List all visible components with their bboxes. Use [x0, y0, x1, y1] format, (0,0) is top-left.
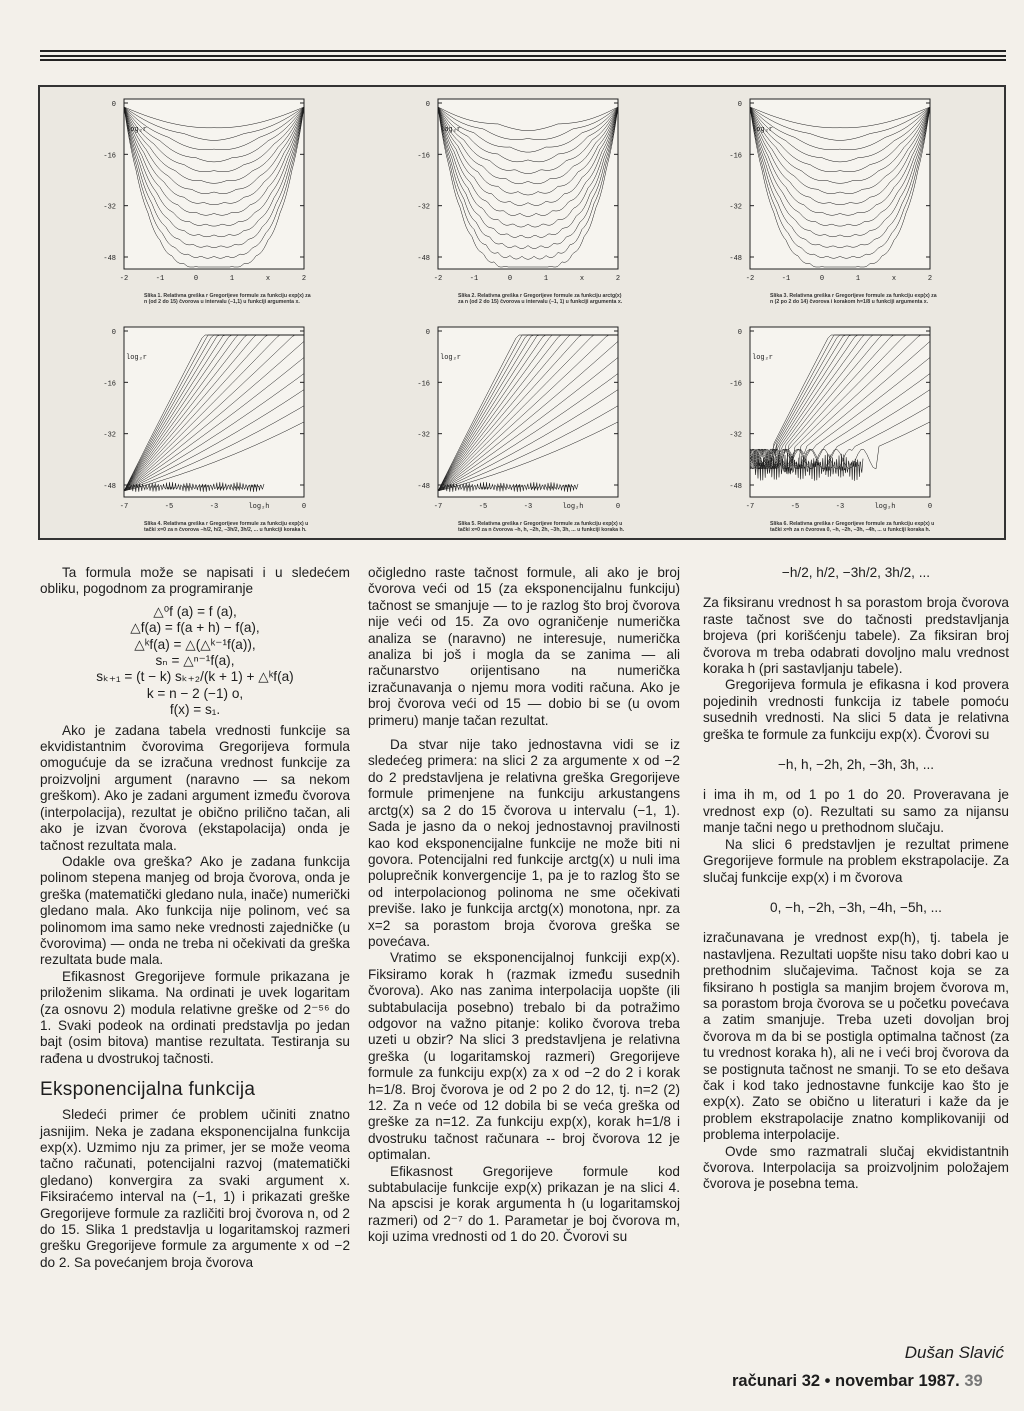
x-tick-label: -7 — [119, 503, 129, 511]
formula-line: △⁰f (a) = f (a), — [153, 603, 237, 619]
x-tick-label: -2 — [433, 275, 443, 283]
paragraph: Ta formula može se napisati i u sledećem obliku, pogodnom za programiranje — [40, 565, 350, 597]
y-axis-label: log₂r — [752, 354, 774, 362]
paragraph: Da stvar nije tako jednostavna vidi se iz sledećeg primera: na slici 2 za argumente x od −2 do 2 predstavljena je relativna greška Gregorijeve formule primenjene na funkciju arkustangens arctg(x) sa 2 do 15 čvorova u intervalu (−1, 1). Sada je jasno da o nekoj jednostavnoj pravilnosti kao kod eksponencijalne funkcije ne može biti ni govora. Potencijalni red funkcije arctg(x) u nuli ima poluprečnik konvergencije 1, pa je to razlog što se od interpolacionog polinoma ne sme očekivati previše. Iako je funkcija arctg(x) monotona, npr. za x=2 sa porastom broja čvorova greška se povećava. — [368, 737, 680, 949]
plot-svg — [84, 91, 314, 291]
x-tick-label: -5 — [478, 503, 488, 511]
y-axis-label: log₂r — [440, 354, 462, 362]
x-tick-label: 2 — [301, 275, 307, 283]
x-tick-label: 1 — [543, 275, 549, 283]
x-tick-label: -5 — [164, 503, 174, 511]
formula-line: sₙ = △ⁿ⁻¹f(a), — [155, 653, 235, 669]
formula-line: △f(a) = f(a + h) − f(a), — [130, 620, 260, 636]
paragraph: Odakle ova greška? Ako je zadana funkcija polinom stepena manjeg od broja čvorova, onda je greška (matematički gledano nula, inače) numerički gledano mala. Ako funkcija nije polinom, već sa polinomom ima samo neke vrednosti zajedničke (u čvorovima) — onda ne treba ni očekivati da greška rezultata bude mala. — [40, 853, 350, 968]
x-tick-label: 1 — [855, 275, 861, 283]
y-tick-label: 0 — [111, 101, 116, 109]
figure-caption: Slika 2. Relativna greška r Gregorijeve formule za funkciju arctg(x) za n (od 2 do 15) čvorova u intervalu (−1, 1) u funkciji argumenta x. — [458, 293, 623, 306]
x-tick-label: 0 — [301, 503, 307, 511]
paragraph: Gregorijeva formula je efikasna i kod provera pojedinih vrednosti funkcija iz tabele pomoću susednih vrednosti. Na slici 5 data je relativna greška te formule za funkciju exp(x). Čvorovi su — [703, 677, 1009, 742]
plot-svg — [84, 319, 314, 519]
x-tick-label: 0 — [819, 275, 825, 283]
top-rule — [40, 59, 1006, 61]
y-tick-label: -16 — [729, 152, 742, 161]
formula-block — [40, 604, 350, 719]
y-tick-label: -16 — [417, 152, 430, 161]
text-column-1 — [40, 565, 350, 1271]
x-tick-label: 0 — [193, 275, 199, 283]
y-tick-label: -32 — [103, 431, 116, 440]
figure-caption: Slika 6. Relativna greška r Gregorijeve formule za funkciju exp(x) u tački x=h za n čvorova 0, −h, −2h, −3h, −4h, ... u funkciji koraka h. — [770, 521, 935, 534]
plot-svg — [710, 319, 940, 519]
y-tick-label: 0 — [425, 329, 430, 337]
top-rule — [40, 55, 1006, 57]
figure-caption: Slika 5. Relativna greška r Gregorijeve formule za funkciju exp(x) u tački x=0 za n čvorova −h, h, −2h, 2h, −3h, 3h, ... u funkciji koraka h. — [458, 521, 625, 534]
x-tick-label: 2 — [927, 275, 933, 283]
x-tick-label: 1 — [229, 275, 235, 283]
x-tick-label: 0 — [507, 275, 513, 283]
y-tick-label: -48 — [103, 483, 116, 491]
x-tick-label: -3 — [209, 503, 219, 511]
plot-svg — [398, 319, 628, 519]
y-axis-label: log₂r — [126, 354, 148, 362]
formula-line: −h, h, −2h, 2h, −3h, 3h, ... — [777, 757, 935, 773]
paragraph: Za fiksiranu vrednost h sa porastom broja čvorova raste tačnost sve do tačnosti predstavljanja brojeva (pri korišćenju tabele). Za fiksiran broj čvorova m treba odabrati dovoljno malu vrednost koraka h (pri sastavljanju tabele). — [703, 595, 1009, 677]
text-column-2 — [368, 565, 680, 1246]
section-heading: Eksponencijalna funkcija — [40, 1079, 256, 1101]
figure-caption: Slika 1. Relativna greška r Gregorijeve formule za funkciju exp(x) za n (od 2 do 15) čvorova u intervalu (−1,1) u funkciji argumenta x. — [144, 293, 311, 306]
y-axis-label: log₂r — [126, 126, 148, 134]
x-tick-label: -1 — [781, 275, 791, 283]
y-tick-label: 0 — [737, 329, 742, 337]
formula-line: f(x) = s₁. — [169, 702, 221, 718]
formula-line: △ᵏf(a) = △(△ᵏ⁻¹f(a)), — [134, 636, 256, 652]
x-tick-label: log₂h — [562, 503, 584, 511]
paragraph: Vratimo se eksponencijalnoj funkciji exp(x). Fiksiramo korak h (razmak između susednih čvorova). Ako nas zanima interpolacija uopšte (ili subtabulacija posebno) trebalo bi da potražimo odgovor na važno pitanje: koliko čvorova treba uzeti u obzir? Na slici 3 predstavljena je relativna greška (u logaritamskoj razmeri) Gregorijeve formule za funkciju exp(x) za x od −2 do 2 i korak h=1/8. Broj čvorova je od 2 po 2 do 12, tj. n=2 (2) 12. Za n veće od 12 dobila bi se veća greška od greške za n=12. Za funkciju exp(x), korak h=1/8 i dvostruku tačnost računara -- broj čvorova 12 je optimalan. — [368, 950, 680, 1163]
paragraph: Efikasnost Gregorijeve formule prikazana je priloženim slikama. Na ordinati je uvek logaritam (za osnovu 2) modula relativne greške od 2⁻⁵⁶ do 1. Svaki podeok na ordinati predstavlja po jedan bajt (osim bitova) mantise rezultata. Testiranja su rađena u dvostrukoj tačnosti. — [40, 968, 350, 1066]
y-tick-label: -32 — [729, 431, 742, 440]
x-tick-label: x — [891, 275, 897, 283]
x-tick-label: x — [579, 275, 585, 283]
page-footer — [732, 1372, 983, 1391]
plot-svg — [710, 91, 940, 291]
plot-frame — [438, 327, 618, 497]
y-tick-label: -16 — [103, 380, 116, 389]
plot-frame — [124, 327, 304, 497]
formula-line: 0, −h, −2h, −3h, −4h, −5h, ... — [770, 899, 942, 915]
y-tick-label: -48 — [103, 255, 116, 263]
x-tick-label: 0 — [615, 503, 621, 511]
footer-text: računari 32 • novembar 1987. — [732, 1372, 960, 1390]
y-tick-label: -32 — [729, 203, 742, 212]
x-tick-label: -2 — [745, 275, 755, 283]
formula-line: k = n − 2 (−1) o, — [146, 685, 244, 701]
paragraph: Ako je zadana tabela vrednosti funkcije sa ekvidistantnim čvorovima Gregorijeva formula omogućuje da se izračuna vrednost funkcije za proizvoljni argument (naravno — sa nekom greškom). Ako je zadani argument između čvorova (interpolacija), rezultat je obično prilično tačan, ali ako je izvan čvorova (ekstapolacija) onda je tačnost rezultata mala. — [40, 722, 350, 853]
paragraph: Na slici 6 predstavljen je rezultat primene Gregorijeve formule na problem ekstrapolacije. Za slučaj funkcije exp(x) i m čvorova — [703, 836, 1009, 885]
paragraph: očigledno raste tačnost formule, ali ako je broj čvorova veći od 15 (za eksponencijalnu funkciju) tačnost se smanjuje — to je razlog što broj čvorova nije veći od 15. Za ovo ograničenje numerička analiza se (naravno) ne interesuje, numerička analiza bi još i mogla da se zanima — ali računarstvo orijentisano na numerička izračunavanja o njemu mora voditi računa. Ako je broj čvorova veći od 15 — dobio bi se (u ovom primeru) manje tačan rezultat. — [368, 565, 680, 728]
x-tick-label: x — [265, 275, 271, 283]
text-column-3 — [703, 565, 1009, 1193]
figure-caption: Slika 3. Relativna greška r Gregorijeve formule za funkciju exp(x) za n (2 po 2 do 14) čvorova i korakom h=1/8 u funkciji argumenta x. — [770, 293, 937, 306]
x-tick-label: -2 — [119, 275, 129, 283]
y-tick-label: -48 — [729, 255, 742, 263]
paragraph: i ima ih m, od 1 po 1 do 20. Proveravana je vrednost exp (o). Rezultati su samo za nijansu manje tačni nego u prethodnom slučaju. — [703, 787, 1009, 836]
x-tick-label: log₂h — [874, 503, 896, 511]
paragraph: Efikasnost Gregorijeve formule kod subtabulacije funkcije exp(x) prikazan je na slici 4. Na apscisi je korak argumenta h (u logaritamskoj razmeri) od 2⁻⁷ do 1. Parametar je boj čvorova m, koji uzima vrednosti od 1 do 20. Čvorovi su — [368, 1163, 680, 1245]
page-number: 39 — [964, 1372, 983, 1390]
plot-svg — [398, 91, 628, 291]
y-tick-label: -48 — [417, 483, 430, 491]
y-tick-label: 0 — [111, 329, 116, 337]
author-signature: Dušan Slavić — [904, 1343, 1004, 1362]
formula-line: −h/2, h/2, −3h/2, 3h/2, ... — [781, 565, 931, 580]
y-tick-label: -48 — [417, 255, 430, 263]
x-tick-label: -7 — [433, 503, 443, 511]
x-tick-label: -3 — [835, 503, 845, 511]
y-tick-label: -16 — [729, 380, 742, 389]
y-tick-label: -32 — [417, 203, 430, 212]
y-tick-label: -48 — [729, 483, 742, 491]
y-tick-label: 0 — [737, 101, 742, 109]
x-tick-label: -1 — [155, 275, 165, 283]
figure-panel — [38, 85, 1006, 540]
x-tick-label: -3 — [523, 503, 533, 511]
y-axis-label: log₂r — [752, 126, 774, 134]
paragraph: izračunavana je vrednost exp(h), tj. tabela je nastavljena. Rezultati uopšte nisu tako dobri kao u prethodnim slučajevima. Tačnost koja se za fiksirano h postigla sa manjim brojem čvorova m, sa porastom broja čvorova se u početku povećava a zatim smanjuje. Treba uzeti dovoljan broj čvorova m da bi se postigla optimalna tačnost (za tu vrednost koraka h), ali ne i veći broj čvorova da se postignuta tačnost ne smanji. To se eto dešava čak i kod tako jednostavne funkcije kao što je exp(x). Zato se obično u literaturi i kaže da je problem ekstrapolacije znatno komplikovaniji od problema interpolacije. — [703, 930, 1009, 1143]
y-tick-label: -32 — [103, 203, 116, 212]
formula-line: sₖ₊₁ = (t − k) sₖ₊₂/(k + 1) + △ᵏf(a) — [96, 669, 294, 685]
figure-caption: Slika 4. Relativna greška r Gregorijeve formule za funkciju exp(x) u tački x=0 za n čvorova −h/2, h/2, −3h/2, 3h/2, ... u funkciji koraka h. — [144, 521, 309, 534]
x-tick-label: -1 — [469, 275, 479, 283]
paragraph: Ovde smo razmatrali slučaj ekvidistantnih čvorova. Interpolacija sa proizvoljnim položajem čvorova je posebna tema. — [703, 1143, 1009, 1192]
x-tick-label: log₂h — [248, 503, 270, 511]
x-tick-label: -7 — [745, 503, 755, 511]
y-tick-label: -16 — [103, 152, 116, 161]
y-tick-label: 0 — [425, 101, 430, 109]
x-tick-label: 2 — [615, 275, 621, 283]
y-tick-label: -32 — [417, 431, 430, 440]
paragraph: Sledeći primer će problem učiniti znatno jasnijim. Neka je zadana eksponencijalna funkcija exp(x). Uzmimo nju za primer, jer se može veoma tačno računati, potencijalni razvoj (matematički gledano) konvergira za svaki argument x. Fiksiraćemo interval na (−1, 1) i prikazati greške Gregorijeve formule za različiti broj čvorova n, od 2 do 15. Slika 1 predstavlja u logaritamskoj razmeri grešku Gregorijeve formule za argumente x od −2 do 2. Sa povećanjem broja čvorova — [40, 1107, 350, 1270]
y-axis-label: log₂r — [440, 126, 462, 134]
top-rule — [40, 50, 1006, 52]
y-tick-label: -16 — [417, 380, 430, 389]
x-tick-label: 0 — [927, 503, 933, 511]
x-tick-label: -5 — [790, 503, 800, 511]
